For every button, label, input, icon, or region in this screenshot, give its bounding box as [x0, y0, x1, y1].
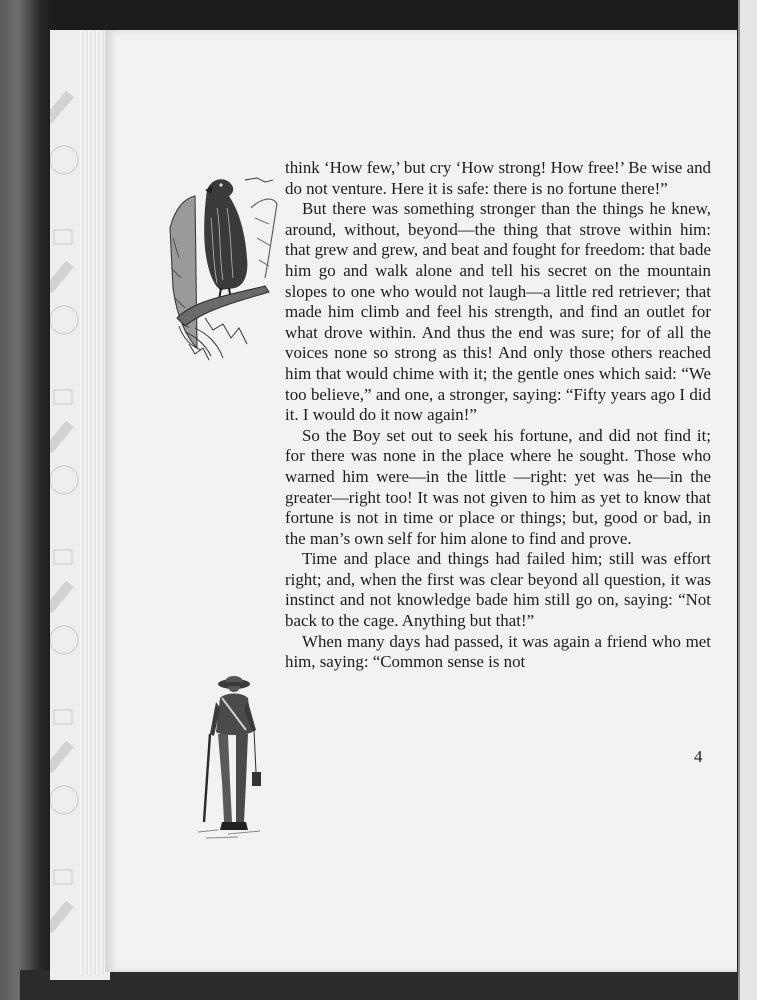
book-cover-bottom-edge: [20, 970, 757, 1000]
page-body-text: [285, 158, 711, 673]
walking-man-illustration: [198, 672, 270, 842]
page-number: 4: [694, 747, 703, 766]
eagle-illustration: [165, 168, 280, 363]
facing-page-edge: [738, 0, 757, 1000]
paragraph: Time and place and things had failed him; still was effort right; and, when the first was clear beyond all question, it was instinct and not knowledge bade him still go on, saying: “Not back to the cage. Anything but that!”: [285, 549, 711, 631]
paragraph: But there was something stronger than the things he knew, around, without, beyond—the thing that strove within him: that grew and grew, and beat and fought for freedom: that bade him go and walk alone and tell his secret on the mountain slopes to one who would not laugh—a little red retriever; that made him climb and feel his strength, and find an outlet for what drove within. And thus the end was sure; for of all the voices none so strong as this! And only those others reached him that would chime with it; the gentle ones which said: “We too believe,” and one, a stronger, saying: “Fifty years ago I did it. I would do it now again!”: [285, 199, 711, 425]
paragraph: When many days had passed, it was again a friend who met him, saying: “Common sense is not: [285, 631, 711, 672]
paragraph: think ‘How few,’ but cry ‘How strong! How free!’ Be wise and do not venture. Here it is safe: there is no fortune there!”: [285, 158, 711, 198]
paragraph: So the Boy set out to seek his fortune, and did not find it; for there was none in the place where he sought. Those who warned him were—in the little —right: yet was he—in the greater—right too! It was not given to him as yet to know that fortune is not in time or place or things; but, good or bad, in the man’s own self for him alone to find and prove.: [285, 425, 711, 548]
